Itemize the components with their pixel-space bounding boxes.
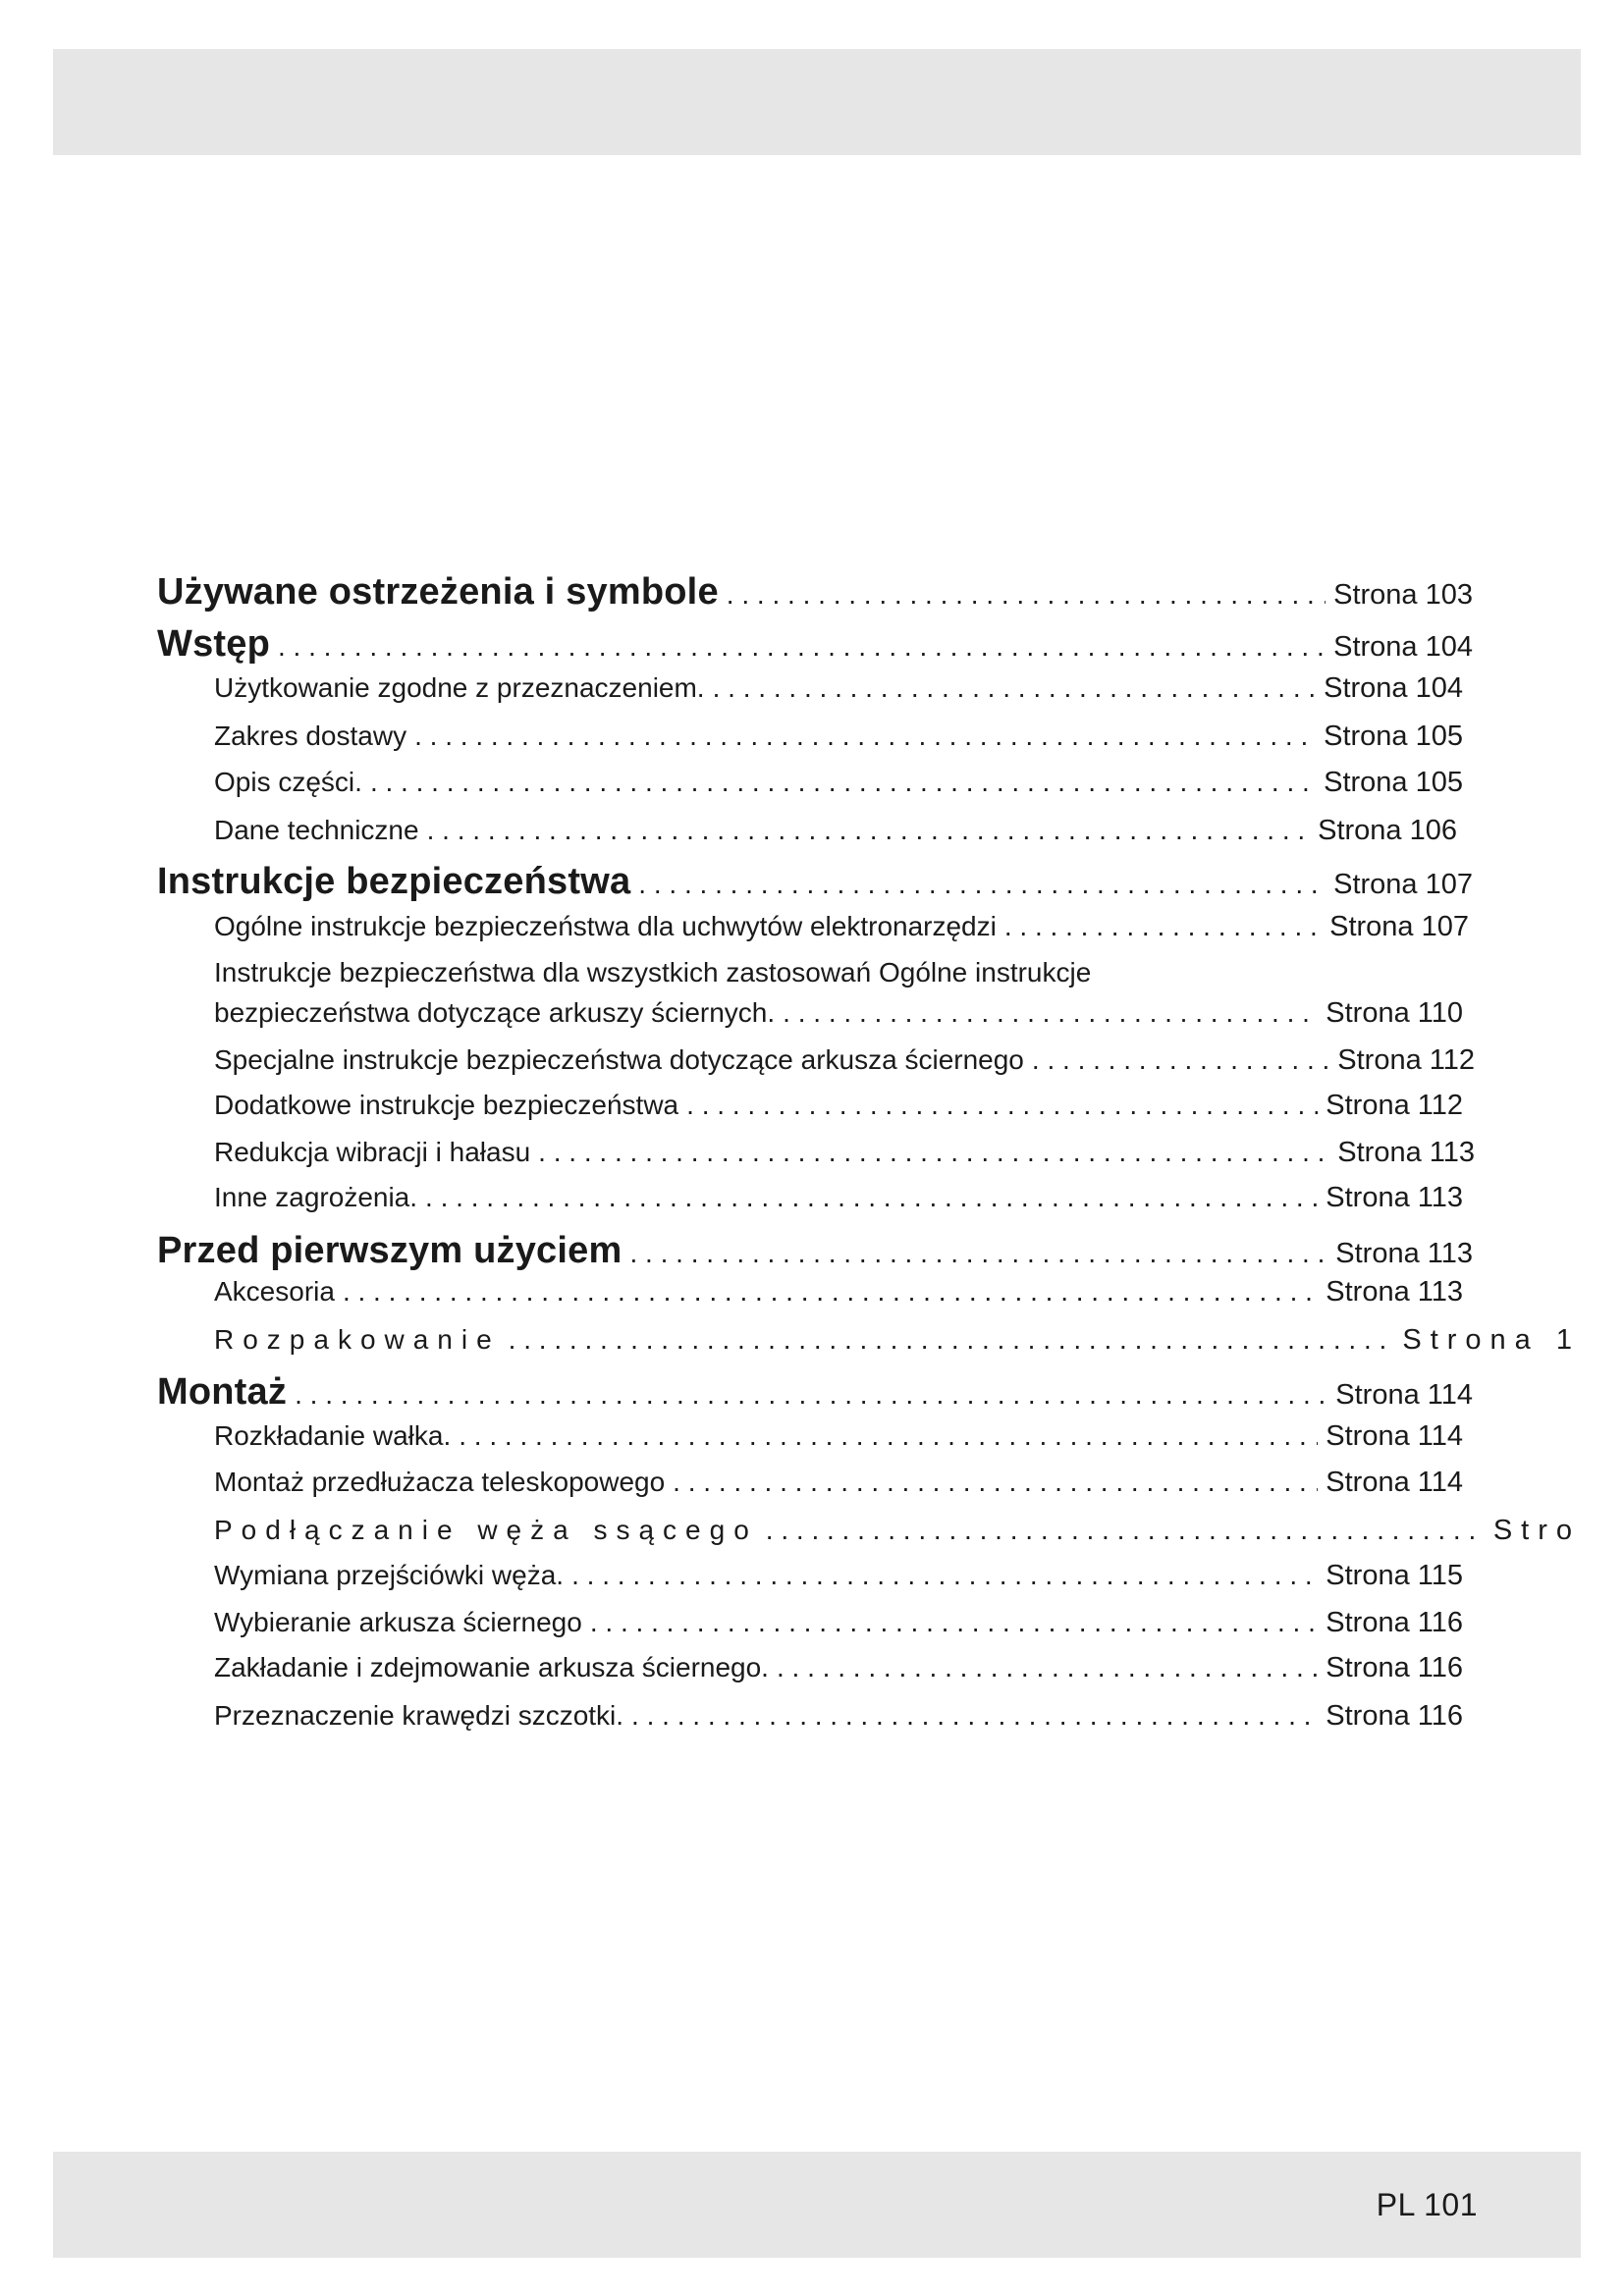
toc-entry-title: Akcesoria [214,1276,335,1307]
toc-entry-page: Strona 104 [1333,631,1473,663]
toc-entry-intended-use[interactable] [214,672,1463,705]
dot-leader [370,767,1316,798]
toc-entry-title: Użytkowanie zgodne z przeznaczeniem. [214,672,705,703]
toc-entry-unpacking[interactable] [214,1324,1581,1357]
toc-entry-special-safety-abrasive[interactable] [214,1044,1475,1077]
toc-entry-title-line2: bezpieczeństwa dotyczące arkuszy ściernych. [214,997,776,1028]
toc-entry-page: Strona 107 [1333,869,1473,900]
toc-entry-telescopic-extension[interactable] [214,1467,1463,1499]
toc-entry-title: Inne zagrożenia. [214,1182,418,1212]
toc-entry-title: Dodatkowe instrukcje bezpieczeństwa [214,1090,679,1120]
toc-entry-assembly[interactable] [157,1371,1473,1414]
toc-entry-scope-of-delivery[interactable] [214,721,1463,753]
toc-entry-title: Wstęp [157,623,270,665]
toc-entry-title: Instrukcje bezpieczeństwa [157,861,631,902]
dot-leader [509,1324,1395,1356]
dot-leader [727,579,1326,611]
dot-leader [713,672,1317,704]
toc-entry-page: Strona 104 [1324,672,1463,704]
toc-entry-page: Stro [1492,1515,1581,1546]
toc-entry-page: Strona 116 [1326,1652,1463,1683]
toc-entry-title: Przed pierwszym użyciem [157,1230,623,1271]
toc-entry-page: Strona 110 [1326,997,1463,1029]
dot-leader [783,997,1318,1029]
toc-entry-page: Strona 107 [1329,911,1469,942]
toc-entry-page: Strona 114 [1326,1467,1463,1498]
toc-entry-accessories[interactable] [214,1276,1463,1308]
toc-entry-page: Strona 106 [1318,815,1457,846]
toc-entry-other-hazards[interactable] [214,1182,1463,1214]
toc-entry-title: Używane ostrzeżenia i symbole [157,571,719,613]
toc-entry-title: Podłączanie węża ssącego [214,1515,758,1545]
toc-entry-page: Strona 113 [1335,1238,1473,1269]
toc-entry-brush-edge[interactable] [214,1700,1463,1733]
toc-entry-vibration-noise[interactable] [214,1137,1475,1169]
toc-entry-general-safety-holders[interactable] [214,911,1469,943]
dot-leader [459,1420,1318,1452]
dot-leader [343,1276,1318,1308]
page-number: PL 101 [1376,2187,1478,2222]
toc-entry-page: Strona 105 [1324,721,1463,752]
toc-entry-title: Przeznaczenie krawędzi szczotki. [214,1700,624,1731]
toc-entry-warnings-symbols[interactable] [157,571,1473,614]
dot-leader [425,1182,1318,1213]
dot-leader [571,1560,1318,1591]
toc-entry-page: Strona 116 [1326,1700,1463,1732]
dot-leader [590,1607,1318,1638]
toc-entry-page: Strona 113 [1326,1276,1463,1308]
toc-entry-page: Strona 114 [1326,1420,1463,1452]
dot-leader [538,1137,1329,1168]
toc-entry-title: Dane techniczne [214,815,419,845]
dot-leader [631,1700,1318,1732]
toc-entry-before-first-use[interactable] [157,1230,1473,1272]
toc-entry-page: Strona 113 [1326,1182,1463,1213]
dot-leader [278,631,1326,663]
toc-entry-hose-adapter[interactable] [214,1560,1463,1592]
toc-entry-title-line1: Instrukcje bezpieczeństwa dla wszystkich zastosowań Ogólne instrukcje [214,957,1092,988]
toc-entry-title: Redukcja wibracji i hałasu [214,1137,531,1167]
toc-entry-page: Strona 105 [1324,767,1463,798]
toc-entry-technical-data[interactable] [214,815,1457,847]
dot-leader [1004,911,1322,942]
toc-entry-introduction[interactable] [157,623,1473,666]
toc-entry-title: Zakładanie i zdejmowanie arkusza ściernego. [214,1652,769,1682]
dot-leader [673,1467,1318,1498]
toc-entry-title: Montaż przedłużacza teleskopowego [214,1467,666,1497]
dot-leader [686,1090,1318,1121]
toc-entry-unfolding-roller[interactable] [214,1420,1463,1453]
dot-leader [777,1652,1318,1683]
toc-entry-page: Strona 1 [1402,1324,1581,1356]
toc-entry-selecting-abrasive[interactable] [214,1607,1463,1639]
toc-entry-page: Strona 116 [1326,1607,1463,1638]
dot-leader [414,721,1316,752]
dot-leader [638,869,1326,900]
toc-entry-title: Wybieranie arkusza ściernego [214,1607,582,1637]
toc-entry-title: Zakres dostawy [214,721,407,751]
toc-entry-page: Strona 113 [1337,1137,1475,1168]
toc-entry-parts-description[interactable] [214,767,1463,799]
toc-entry-page: Strona 112 [1326,1090,1463,1121]
toc-entry-connecting-suction-hose[interactable] [214,1515,1581,1547]
dot-leader [629,1238,1327,1269]
dot-leader [427,815,1311,846]
toc-entry-title: Ogólne instrukcje bezpieczeństwa dla uchwytów elektronarzędzi [214,911,997,941]
toc-entry-title: Rozkładanie wałka. [214,1420,452,1451]
dot-leader [295,1379,1327,1411]
toc-entry-title: Rozpakowanie [214,1324,501,1355]
toc-entry-additional-safety[interactable] [214,1090,1463,1122]
toc-entry-page: Strona 112 [1337,1044,1475,1076]
toc-entry-page: Strona 103 [1333,579,1473,611]
toc-entry-title: Montaż [157,1371,288,1413]
footer-band [53,2152,1581,2258]
dot-leader [1032,1044,1329,1076]
toc-entry-title: Wymiana przejściówki węża. [214,1560,565,1590]
toc-entry-title: Specjalne instrukcje bezpieczeństwa dotyczące arkusza ściernego [214,1044,1024,1075]
toc-entry-page: Strona 115 [1326,1560,1463,1591]
toc-entry-page: Strona 114 [1335,1379,1473,1411]
toc-entry-title: Opis części. [214,767,362,797]
dot-leader [766,1515,1486,1546]
toc-entry-safety-all-applications[interactable] [214,997,1463,1030]
toc-entry-safety-instructions[interactable] [157,861,1473,903]
toc-entry-attaching-removing-abrasive[interactable] [214,1652,1463,1684]
